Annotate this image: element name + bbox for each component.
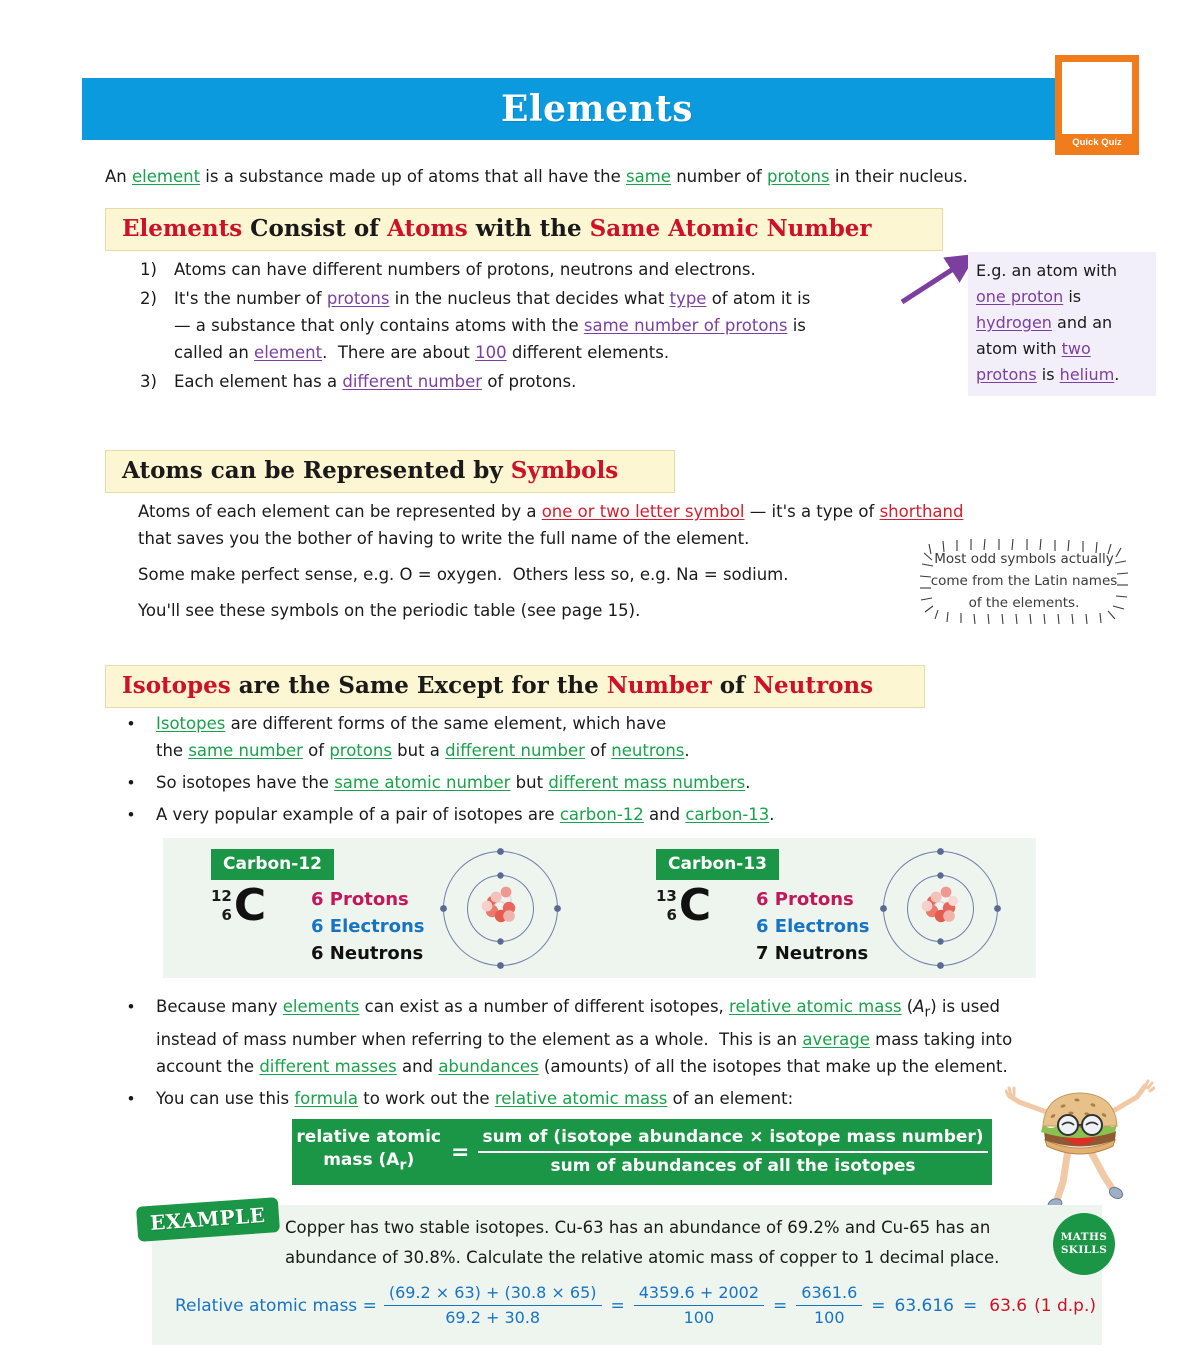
list-item <box>140 285 910 366</box>
list-item-text: Atoms can have different numbers of protons, neutrons and electrons. <box>174 260 756 279</box>
sec2-part-1: Symbols <box>510 457 619 484</box>
list-item <box>128 769 928 796</box>
symbols-paragraph-1: Atoms of each element can be represented by a one or two letter symbol — it's a type of shorthand that saves you the bother of having to write the full name of the element. <box>138 502 964 548</box>
callout-arrow-icon <box>898 252 978 312</box>
calc-result-rounded: 63.6 <box>989 1295 1028 1316</box>
calc-numerator-3: 6361.6 <box>796 1282 862 1306</box>
example-tag-label: EXAMPLE <box>136 1197 280 1242</box>
calc-fraction-2 <box>634 1282 764 1329</box>
calc-fraction-1 <box>384 1282 602 1329</box>
isotope-tag: Carbon-13 <box>656 849 779 880</box>
qr-code-icon <box>1062 62 1132 134</box>
formula-left-side <box>296 1126 449 1177</box>
list-item-text: Isotopes are different forms of the same element, which have the same number of protons but a different number of neutrons. <box>156 714 690 760</box>
calc-numerator-2: 4359.6 + 2002 <box>634 1282 764 1306</box>
isotope-particle-counts <box>756 886 870 967</box>
element-symbol: C <box>678 880 712 931</box>
calc-equals-4: = <box>963 1295 978 1316</box>
atomic-number-numbered-list <box>140 256 910 397</box>
symbols-paragraph-2: Some make perfect sense, e.g. O = oxygen. Others less so, e.g. Na = sodium. <box>138 565 789 584</box>
isotope-card-carbon-13 <box>628 838 1036 978</box>
dancing-burger-character-icon <box>1005 1078 1155 1213</box>
intro-link-element: element <box>132 167 201 186</box>
list-item-text: You can use this formula to work out the relative atomic mass of an element: <box>156 1089 794 1109</box>
example-working-calculation <box>175 1282 1096 1329</box>
relative-atomic-mass-formula <box>292 1119 992 1185</box>
list-item-text: A very popular example of a pair of isotopes are carbon-12 and carbon-13. <box>156 805 775 824</box>
list-item-text: Each element has a different number of protons. <box>174 372 577 391</box>
electron-count: 6 Electrons <box>756 916 870 937</box>
page-title: Elements <box>500 88 694 130</box>
latin-note-text: Most odd symbols actually come from the Latin names of the elements. <box>930 551 1118 611</box>
calc-fraction-3 <box>796 1282 862 1329</box>
example-callout-box: E.g. an atom with one proton is hydrogen and an atom with two protons is helium. <box>968 252 1156 396</box>
calc-result-raw: 63.616 <box>894 1295 954 1316</box>
formula-lhs-line2: mass $(A_r)$ <box>323 1150 415 1174</box>
maths-skills-badge <box>1053 1213 1115 1275</box>
bullet-marker: • <box>128 1089 134 1109</box>
list-item <box>128 710 928 764</box>
atomic-number: 6 <box>666 906 677 924</box>
maths-badge-line1: MATHS <box>1060 1231 1108 1243</box>
isotope-diagram-panel <box>163 838 1036 978</box>
isotope-tag: Carbon-12 <box>211 849 334 880</box>
element-symbol: C <box>233 880 267 931</box>
quick-quiz-label: Quick Quiz <box>1072 137 1122 148</box>
formula-numerator: sum of (isotope abundance × isotope mass number) <box>478 1126 987 1153</box>
list-item <box>140 368 910 395</box>
sec1-part-0: Elements <box>122 215 243 242</box>
calc-precision-note: (1 d.p.) <box>1034 1295 1096 1316</box>
intro-pre: An <box>105 167 132 186</box>
maths-badge-line2: SKILLS <box>1060 1244 1108 1256</box>
isotope-symbol-notation <box>211 880 267 931</box>
calc-denominator-3: 100 <box>814 1308 845 1327</box>
list-item <box>128 1085 1138 1112</box>
sec3-part-2: Number <box>606 672 712 699</box>
list-item-text: Because many elements can exist as a number of different isotopes, relative atomic mass $(A_r)$ is used instead of mass number when referring to the element as a whole. This is an average mass taking into account the different masses and abundances (amounts) of all the isotopes that make up the element. <box>156 997 1013 1077</box>
sec1-part-2: Atoms <box>387 215 468 242</box>
neutron-count: 7 Neutrons <box>756 943 869 964</box>
sec3-part-3: of <box>711 672 753 699</box>
bullet-marker: • <box>128 997 134 1016</box>
neutron-count: 6 Neutrons <box>311 943 424 964</box>
formula-equals-sign: = <box>451 1139 470 1165</box>
calc-numerator-1: (69.2 × 63) + (30.8 × 65) <box>384 1282 602 1306</box>
intro-link-protons: protons <box>767 167 830 186</box>
list-item-number: 1) <box>140 260 157 279</box>
isotope-symbol-notation <box>656 880 712 931</box>
intro-mid2: number of <box>670 167 767 186</box>
sec3-part-0: Isotopes <box>122 672 231 699</box>
bullet-marker: • <box>128 773 134 792</box>
formula-denominator: sum of abundances of all the isotopes <box>550 1156 916 1176</box>
sec2-part-0: Atoms can be Represented by <box>122 457 511 484</box>
list-item <box>140 256 910 283</box>
bullet-marker: • <box>128 714 134 733</box>
intro-paragraph <box>105 163 1115 190</box>
symbols-paragraph-3: You'll see these symbols on the periodic table (see page 15). <box>138 601 641 620</box>
list-item-number: 2) <box>140 289 157 308</box>
proton-count: 6 Protons <box>756 889 854 910</box>
proton-count: 6 Protons <box>311 889 409 910</box>
latin-names-sidenote <box>905 535 1143 627</box>
sec1-part-4: Same Atomic Number <box>589 215 872 242</box>
section-header-symbols <box>105 450 675 493</box>
relative-atomic-mass-bullet-list <box>128 993 1138 1117</box>
bullet-marker: • <box>128 805 134 824</box>
calc-denominator-1: 69.2 + 30.8 <box>445 1308 541 1327</box>
sec3-part-1: are the Same Except for the <box>230 672 607 699</box>
mass-number: 13 <box>656 887 677 905</box>
atom-model-icon <box>438 846 563 971</box>
atomic-number: 6 <box>221 906 232 924</box>
page-title-bar <box>82 78 1112 140</box>
isotope-numbers <box>656 887 677 925</box>
quick-quiz-badge[interactable] <box>1055 55 1139 155</box>
example-question-text: Copper has two stable isotopes. Cu-63 has an abundance of 69.2% and Cu-65 has an abundance of 30.8%. Calculate the relative atomic mass of copper to 1 decimal place. <box>285 1218 1000 1267</box>
list-item-text: It's the number of protons in the nucleus that decides what type of atom it is — a substance that only contains atoms with the same number of protons is called an element. There are about 100 different elements. <box>174 289 811 362</box>
calc-equals-3: = <box>871 1295 886 1316</box>
sec1-part-3: with the <box>467 215 590 242</box>
calc-equals-2: = <box>773 1295 788 1316</box>
sec1-part-1: Consist of <box>242 215 388 242</box>
intro-post: in their nucleus. <box>829 167 968 186</box>
section-header-isotopes <box>105 665 925 708</box>
formula-fraction <box>478 1126 987 1178</box>
calc-equals-1: = <box>610 1295 625 1316</box>
section-header-atomic-number <box>105 208 943 251</box>
isotopes-bullet-list <box>128 710 928 833</box>
list-item-text: So isotopes have the same atomic number but different mass numbers. <box>156 773 751 792</box>
calc-label: Relative atomic mass = <box>175 1295 377 1316</box>
formula-lhs-line1: relative atomic <box>296 1127 442 1148</box>
list-item <box>128 993 1138 1080</box>
calc-denominator-2: 100 <box>683 1308 715 1327</box>
isotope-numbers <box>211 887 232 925</box>
list-item-number: 3) <box>140 372 157 391</box>
atom-model-icon <box>878 846 1003 971</box>
isotope-particle-counts <box>311 886 425 967</box>
mass-number: 12 <box>211 887 232 905</box>
isotope-card-carbon-12 <box>183 838 603 978</box>
intro-mid1: is a substance made up of atoms that all have the <box>200 167 627 186</box>
electron-count: 6 Electrons <box>311 916 425 937</box>
list-item <box>128 801 928 828</box>
sec3-part-4: Neutrons <box>752 672 874 699</box>
intro-link-same: same <box>626 167 671 186</box>
